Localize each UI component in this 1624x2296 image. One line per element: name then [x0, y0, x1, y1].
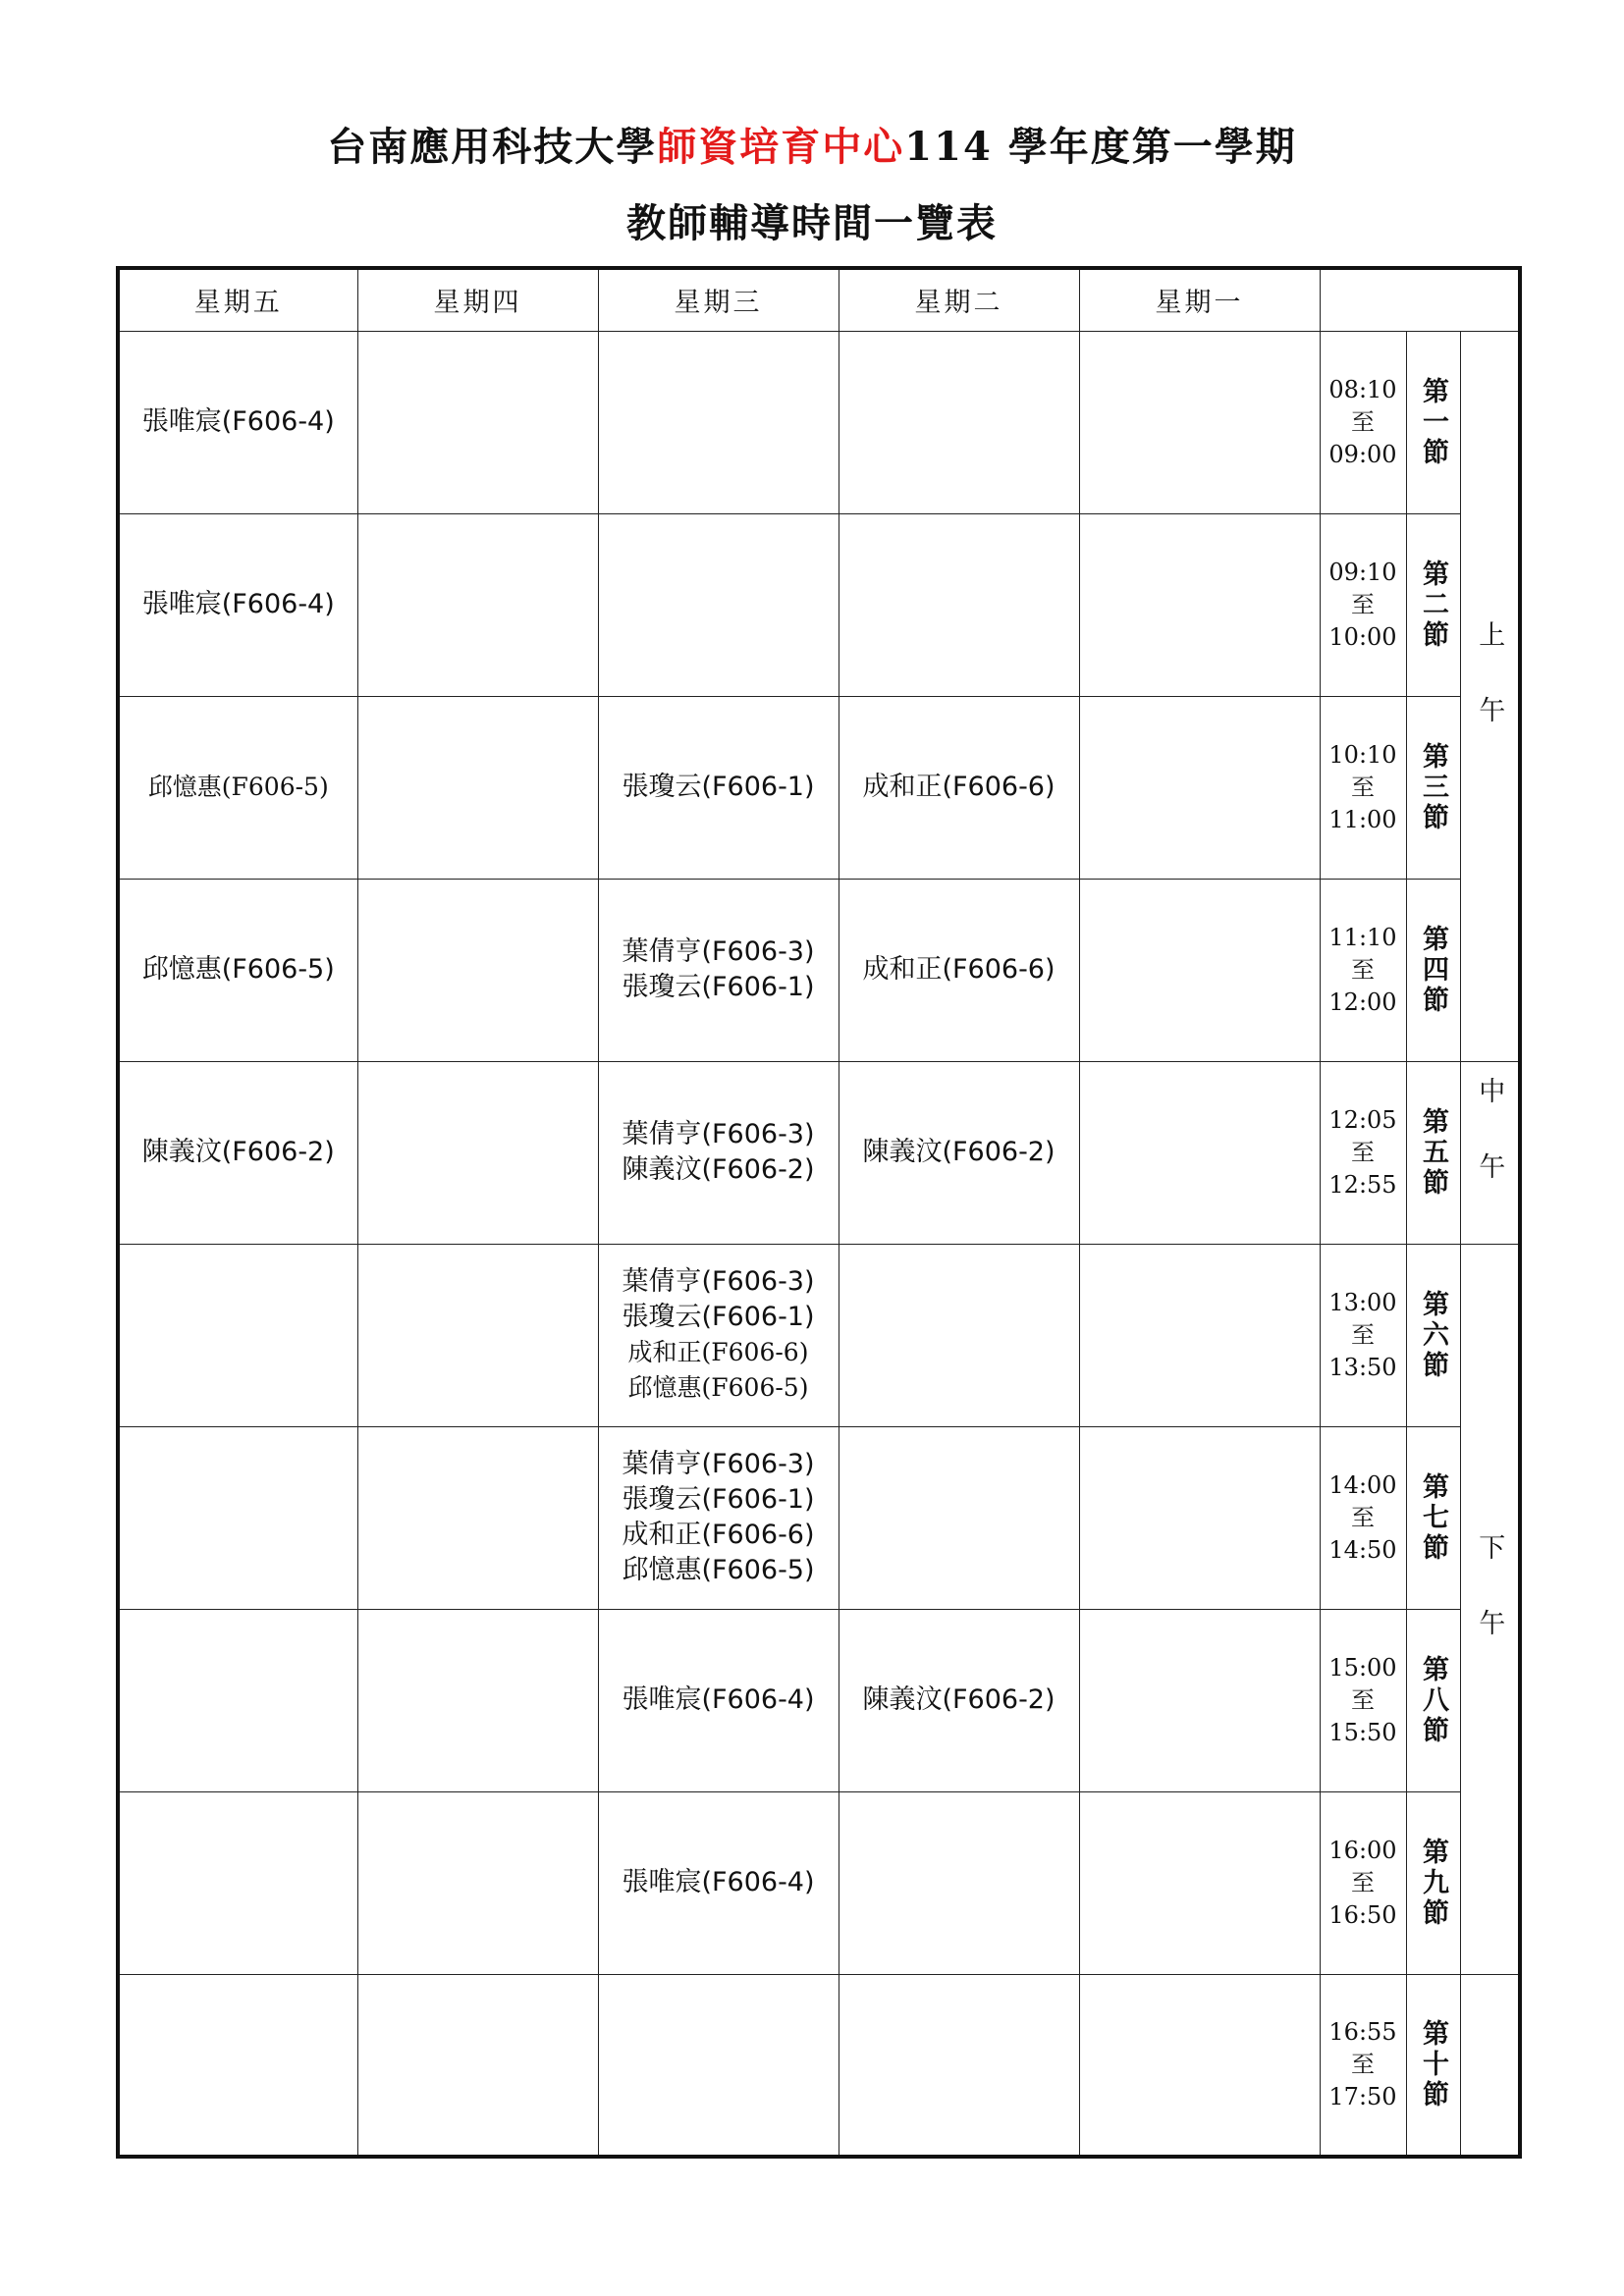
cell-thu: [357, 696, 598, 879]
cell-wed: [598, 1974, 839, 2157]
period-row: [118, 1061, 1520, 1244]
teacher-entry: 成和正(F606-6): [862, 954, 1056, 985]
time-cell: [1320, 1974, 1406, 2157]
period-label-cell: [1406, 1791, 1460, 1974]
schedule-table: [116, 266, 1522, 2159]
cell-tue: [839, 879, 1079, 1061]
cell-wed: [598, 1426, 839, 1609]
cell-tue: [839, 1791, 1079, 1974]
cell-fri: [118, 331, 357, 513]
cell-fri: [118, 1061, 357, 1244]
time-end: 10:00: [1328, 622, 1397, 651]
period-label: 第三節: [1418, 741, 1448, 833]
cell-mon: [1079, 1061, 1320, 1244]
cell-thu: [357, 1061, 598, 1244]
header-friday: 星期五: [118, 268, 357, 331]
time-to: 至: [1351, 773, 1375, 801]
half-day-label: 中午: [1474, 1077, 1505, 1228]
time-end: 17:50: [1328, 2082, 1397, 2110]
teacher-entry: 葉倩亨(F606-3): [622, 936, 815, 967]
period-label-cell: [1406, 331, 1460, 513]
cell-thu: [357, 1609, 598, 1791]
header-row: [118, 268, 1520, 331]
cell-tue: [839, 1244, 1079, 1426]
cell-wed: [598, 879, 839, 1061]
time-cell: [1320, 1791, 1406, 1974]
time-end: 12:55: [1328, 1170, 1397, 1199]
time-start: 16:00: [1328, 1836, 1397, 1864]
cell-mon: [1079, 879, 1320, 1061]
time-end: 14:50: [1328, 1535, 1397, 1564]
cell-thu: [357, 1426, 598, 1609]
cell-mon: [1079, 331, 1320, 513]
cell-tue: [839, 696, 1079, 879]
cell-tue: [839, 1061, 1079, 1244]
time-start: 12:05: [1328, 1105, 1397, 1134]
period-label-cell: [1406, 1061, 1460, 1244]
cell-mon: [1079, 696, 1320, 879]
cell-tue: [839, 513, 1079, 696]
time-to: 至: [1351, 955, 1375, 984]
period-label: 第七節: [1418, 1471, 1448, 1564]
cell-tue: [839, 1426, 1079, 1609]
cell-fri: [118, 1426, 357, 1609]
time-end: 12:00: [1328, 988, 1397, 1016]
cell-mon: [1079, 1244, 1320, 1426]
period-row: [118, 1244, 1520, 1426]
teacher-entry: 陳義汶(F606-2): [862, 1137, 1056, 1167]
time-start: 14:00: [1328, 1470, 1397, 1499]
time-start: 13:00: [1328, 1288, 1397, 1316]
time-start: 09:10: [1328, 558, 1397, 586]
cell-thu: [357, 1791, 598, 1974]
half-day-label: 上午: [1474, 620, 1505, 772]
teacher-entry: 陳義汶(F606-2): [862, 1684, 1056, 1715]
cell-fri: [118, 1244, 357, 1426]
teacher-entry: 邱憶惠(F606-5): [141, 954, 335, 985]
period-row: [118, 879, 1520, 1061]
time-to: 至: [1351, 590, 1375, 618]
cell-mon: [1079, 513, 1320, 696]
period-label-cell: [1406, 1426, 1460, 1609]
period-label-cell: [1406, 879, 1460, 1061]
time-cell: [1320, 879, 1406, 1061]
period-label: 第五節: [1418, 1106, 1448, 1199]
time-end: 15:50: [1328, 1718, 1397, 1746]
period-label: 第八節: [1418, 1654, 1448, 1746]
title-school: 台南應用科技大學: [327, 124, 658, 170]
cell-thu: [357, 513, 598, 696]
time-cell: [1320, 1061, 1406, 1244]
teacher-entry: 邱憶惠(F606-5): [622, 1555, 815, 1585]
period-label-cell: [1406, 1609, 1460, 1791]
teacher-entry: 成和正(F606-6): [862, 772, 1056, 802]
period-label: 第六節: [1418, 1289, 1448, 1381]
half-day-cell: [1460, 1244, 1520, 1974]
page-subtitle: 教師輔導時間一覽表: [626, 200, 998, 246]
time-end: 16:50: [1328, 1900, 1397, 1929]
cell-mon: [1079, 1791, 1320, 1974]
header-corner: [1320, 268, 1520, 331]
cell-fri: [118, 1609, 357, 1791]
period-row: [118, 1974, 1520, 2157]
cell-wed: [598, 696, 839, 879]
period-label: 第一節: [1418, 376, 1448, 468]
period-row: [118, 1791, 1520, 1974]
teacher-entry: 葉倩亨(F606-3): [622, 1449, 815, 1479]
header-monday: 星期一: [1079, 268, 1320, 331]
title-center: 師資培育中心: [657, 124, 905, 170]
cell-mon: [1079, 1974, 1320, 2157]
time-cell: [1320, 331, 1406, 513]
teacher-entry: 邱憶惠(F606-5): [627, 1373, 809, 1402]
cell-fri: [118, 696, 357, 879]
teacher-entry: 張唯宸(F606-4): [141, 406, 335, 437]
teacher-entry: 葉倩亨(F606-3): [622, 1266, 815, 1297]
teacher-entry: 張瓊云(F606-1): [622, 1484, 815, 1515]
time-end: 09:00: [1328, 440, 1397, 468]
time-cell: [1320, 1609, 1406, 1791]
cell-wed: [598, 513, 839, 696]
cell-fri: [118, 1974, 357, 2157]
time-to: 至: [1351, 1868, 1375, 1896]
time-to: 至: [1351, 407, 1375, 436]
period-label: 第二節: [1418, 559, 1448, 651]
header-tuesday: 星期二: [839, 268, 1079, 331]
period-label: 第四節: [1418, 924, 1448, 1016]
period-label-cell: [1406, 1974, 1460, 2157]
time-end: 13:50: [1328, 1353, 1397, 1381]
teacher-entry: 張瓊云(F606-1): [622, 972, 815, 1002]
period-row: [118, 696, 1520, 879]
time-start: 15:00: [1328, 1653, 1397, 1682]
teacher-entry: 張唯宸(F606-4): [622, 1867, 815, 1897]
time-to: 至: [1351, 1685, 1375, 1714]
teacher-entry: 張唯宸(F606-4): [622, 1684, 815, 1715]
teacher-entry: 成和正(F606-6): [627, 1338, 809, 1366]
teacher-entry: 陳義汶(F606-2): [141, 1137, 335, 1167]
cell-tue: [839, 1974, 1079, 2157]
cell-wed: [598, 1791, 839, 1974]
time-to: 至: [1351, 1320, 1375, 1349]
teacher-entry: 張瓊云(F606-1): [622, 1302, 815, 1332]
teacher-entry: 張瓊云(F606-1): [622, 772, 815, 802]
time-start: 10:10: [1328, 740, 1397, 769]
time-end: 11:00: [1328, 805, 1397, 833]
cell-wed: [598, 1244, 839, 1426]
half-day-cell: [1460, 331, 1520, 1061]
period-label: 第九節: [1418, 1837, 1448, 1929]
half-day-label: 下午: [1474, 1533, 1505, 1684]
cell-mon: [1079, 1426, 1320, 1609]
teacher-entry: 成和正(F606-6): [622, 1520, 815, 1550]
time-cell: [1320, 1426, 1406, 1609]
cell-mon: [1079, 1609, 1320, 1791]
cell-wed: [598, 331, 839, 513]
period-row: [118, 513, 1520, 696]
teacher-entry: 邱憶惠(F606-5): [147, 773, 329, 801]
time-start: 16:55: [1328, 2017, 1397, 2046]
time-cell: [1320, 1244, 1406, 1426]
time-cell: [1320, 513, 1406, 696]
half-day-empty-cell: [1460, 1974, 1520, 2157]
cell-thu: [357, 331, 598, 513]
cell-thu: [357, 879, 598, 1061]
teacher-entry: 張唯宸(F606-4): [141, 589, 335, 619]
cell-fri: [118, 879, 357, 1061]
teacher-entry: 葉倩亨(F606-3): [622, 1119, 815, 1149]
time-start: 08:10: [1328, 375, 1397, 403]
period-label: 第十節: [1418, 2018, 1448, 2110]
cell-wed: [598, 1061, 839, 1244]
cell-thu: [357, 1974, 598, 2157]
cell-fri: [118, 1791, 357, 1974]
header-thursday: 星期四: [357, 268, 598, 331]
period-label-cell: [1406, 696, 1460, 879]
time-to: 至: [1351, 1138, 1375, 1166]
period-label-cell: [1406, 1244, 1460, 1426]
teacher-entry: 陳義汶(F606-2): [622, 1154, 815, 1185]
cell-fri: [118, 513, 357, 696]
period-row: [118, 331, 1520, 513]
period-row: [118, 1426, 1520, 1609]
title-term: 114 學年度第一學期: [904, 124, 1297, 170]
time-start: 11:10: [1328, 923, 1397, 951]
page-title: [0, 116, 1624, 172]
cell-tue: [839, 1609, 1079, 1791]
cell-thu: [357, 1244, 598, 1426]
time-to: 至: [1351, 2050, 1375, 2078]
time-cell: [1320, 696, 1406, 879]
period-label-cell: [1406, 513, 1460, 696]
period-row: [118, 1609, 1520, 1791]
cell-wed: [598, 1609, 839, 1791]
time-to: 至: [1351, 1503, 1375, 1531]
half-day-cell: [1460, 1061, 1520, 1244]
cell-tue: [839, 331, 1079, 513]
header-wednesday: 星期三: [598, 268, 839, 331]
